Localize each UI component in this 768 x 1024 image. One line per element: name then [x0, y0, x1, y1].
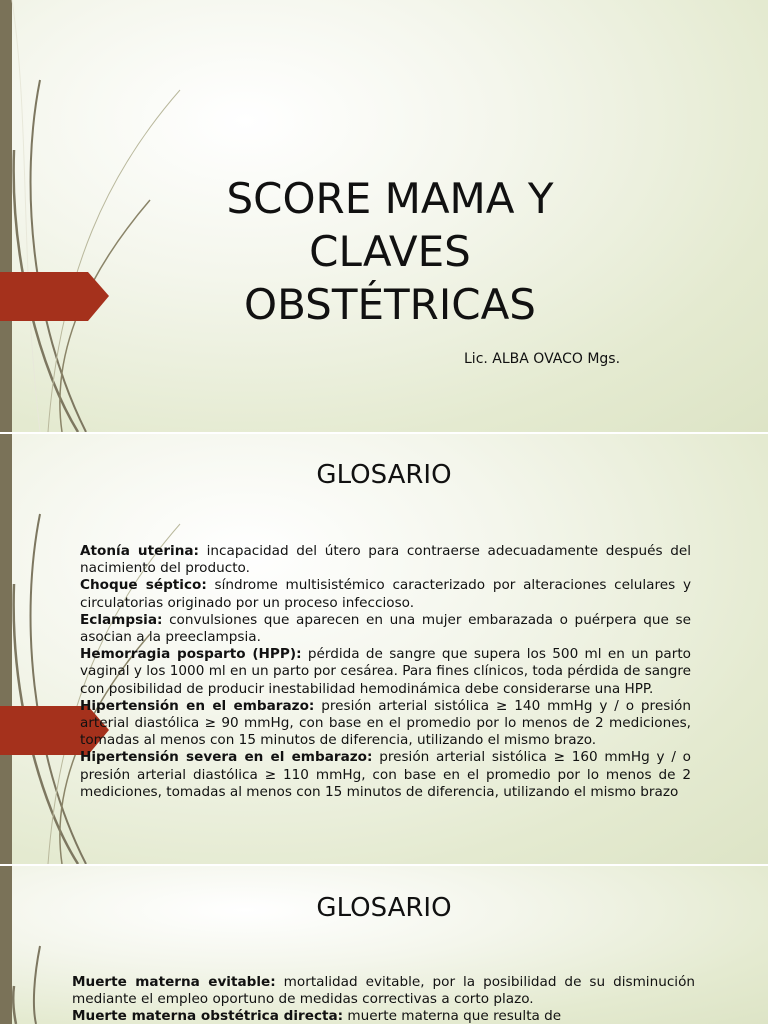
glossary-definition: síndrome multisistémico caracterizado por alteraciones celulares y circulatorias originado por un proceso infeccioso.: [80, 577, 692, 611]
glossary-term: Hipertensión severa en el embarazo:: [80, 749, 373, 766]
glossary-entry: [80, 698, 691, 750]
glossary-list: [80, 543, 691, 801]
glossary-entry: [72, 974, 695, 1008]
glossary-entry: [72, 1008, 695, 1024]
glossary-entry: [80, 749, 691, 801]
glossary-definition: convulsiones que aparecen en una mujer embarazada o puérpera que se asocian a la preeclampsia.: [80, 611, 691, 646]
glossary-definition: incapacidad del útero para contraerse adecuadamente después del nacimiento del producto.: [80, 543, 691, 577]
title-line: OBSTÉTRICAS: [244, 280, 536, 329]
glossary-slide-1: [0, 434, 768, 864]
glossary-definition: presión arterial sistólica ≥ 140 mmHg y / o presión arterial diastólica ≥ 90 mmHg, con base en el promedio por lo menos de 2 mediciones, tomadas al menos con 15 minutos de diferencia, utilizando el mismo brazo.: [80, 697, 691, 749]
glossary-entry: [80, 612, 691, 646]
glossary-definition: mortalidad evitable, por la posibilidad de su disminución mediante el empleo oportuno de medidas correctivas a corto plazo.: [72, 974, 695, 1008]
accent-flag: [0, 272, 110, 322]
slide-side-bar: [0, 866, 12, 1024]
glossary-term: Choque séptico:: [80, 577, 207, 594]
glossary-term: Eclampsia:: [80, 611, 163, 628]
glossary-entry: [80, 577, 691, 611]
decorative-curves: [0, 0, 200, 432]
glossary-definition: muerte materna que resulta de: [343, 1008, 562, 1024]
title-line: SCORE MAMA Y: [226, 174, 554, 223]
glossary-term: Muerte materna evitable:: [72, 974, 276, 990]
glossary-heading: GLOSARIO: [316, 893, 452, 923]
title-slide: [0, 0, 768, 432]
title-line: CLAVES: [309, 227, 471, 276]
glossary-definition: pérdida de sangre que supera los 500 ml en un parto vaginal y los 1000 ml en un parto por cesárea. Para fines clínicos, toda pérdida de sangre con posibilidad de producir inestabilidad hemodinámica debe considerarse una HPP.: [80, 646, 691, 697]
glossary-entry: [80, 543, 691, 577]
glossary-term: Atonía uterina:: [80, 543, 199, 559]
glossary-slide-2: [0, 866, 768, 1024]
slide-side-bar: [0, 434, 12, 864]
glossary-term: Hipertensión en el embarazo:: [80, 697, 315, 714]
glossary-term: Muerte materna obstétrica directa:: [72, 1008, 344, 1024]
slide-side-bar: [0, 0, 12, 432]
glossary-entry: [80, 646, 691, 698]
glossary-list: [72, 974, 695, 1024]
glossary-term: Hemorragia posparto (HPP):: [80, 646, 302, 663]
presentation-title: [180, 172, 600, 331]
author-name: Lic. ALBA OVACO Mgs.: [464, 351, 621, 367]
glossary-heading: GLOSARIO: [316, 460, 452, 490]
glossary-definition: presión arterial sistólica ≥ 160 mmHg y / o presión arterial diastólica ≥ 110 mmHg, con base en el promedio por lo menos de 2 mediciones, tomadas al menos con 15 minutos de diferencia, utilizando el mismo brazo: [80, 749, 691, 800]
